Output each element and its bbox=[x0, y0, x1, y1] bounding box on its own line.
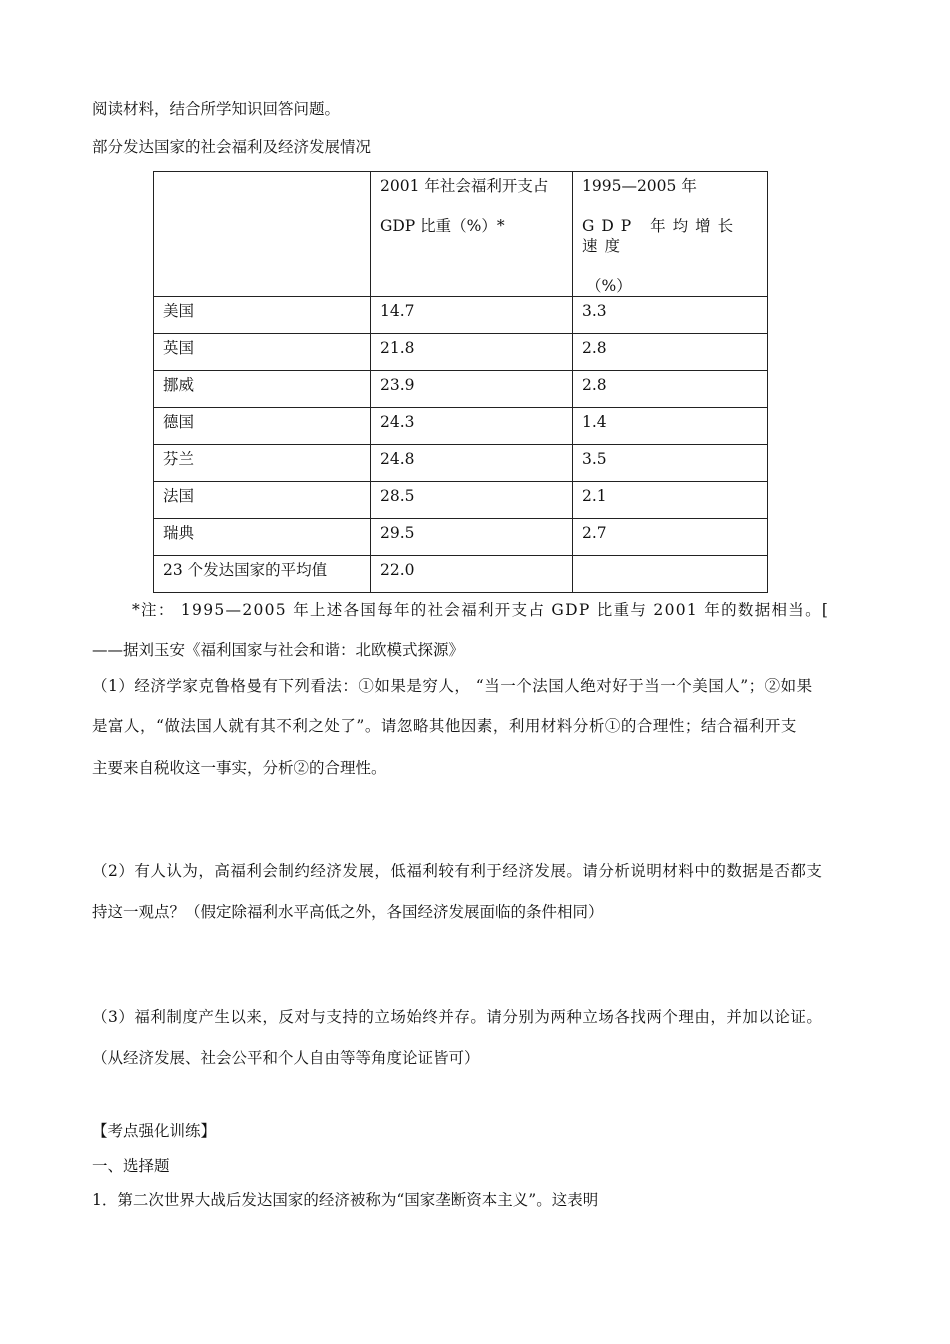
cell-country: 芬兰 bbox=[154, 445, 371, 482]
question-2-line-2: 持这一观点？（假定除福利水平高低之外，各国经济发展面临的条件相同） bbox=[92, 903, 604, 921]
cell-welfare: 28.5 bbox=[371, 482, 573, 519]
header-welfare-line2: GDP 比重（%）* bbox=[380, 217, 505, 235]
cell-growth: 2.8 bbox=[573, 371, 768, 408]
subheading-multiple-choice: 一、选择题 bbox=[92, 1157, 170, 1175]
cell-country: 法国 bbox=[154, 482, 371, 519]
cell-country: 美国 bbox=[154, 297, 371, 334]
choice-question-1: 1．第二次世界大战后发达国家的经济被称为“国家垄断资本主义”。这表明 bbox=[92, 1191, 599, 1209]
cell-growth: 2.7 bbox=[573, 519, 768, 556]
table-row bbox=[154, 334, 768, 371]
question-3-line-1: （3）福利制度产生以来，反对与支持的立场始终并存。请分别为两种立场各找两个理由，并加以论证。 bbox=[92, 1008, 823, 1026]
welfare-table bbox=[153, 171, 768, 593]
section-heading: 【考点强化训练】 bbox=[92, 1122, 217, 1140]
question-3-line-2: （从经济发展、社会公平和个人自由等等角度论证皆可） bbox=[92, 1049, 480, 1067]
cell-country: 德国 bbox=[154, 408, 371, 445]
question-1-line-2: 是富人，“做法国人就有其不利之处了”。请忽略其他因素，利用材料分析①的合理性；结合福利开支 bbox=[92, 717, 797, 735]
cell-country: 瑞典 bbox=[154, 519, 371, 556]
table-title: 部分发达国家的社会福利及经济发展情况 bbox=[92, 138, 372, 156]
header-growth-line1: 1995—2005 年 bbox=[582, 177, 697, 195]
header-growth-line2: GDP 年均增长速度 bbox=[582, 217, 741, 255]
question-1-line-3: 主要来自税收这一事实，分析②的合理性。 bbox=[92, 759, 387, 777]
cell-growth: 3.5 bbox=[573, 445, 768, 482]
cell-growth bbox=[573, 556, 768, 593]
cell-growth: 2.8 bbox=[573, 334, 768, 371]
cell-welfare: 14.7 bbox=[371, 297, 573, 334]
question-1-line-1: （1）经济学家克鲁格曼有下列看法：①如果是穷人， “当一个法国人绝对好于当一个美国人”；②如果 bbox=[92, 677, 813, 695]
cell-welfare: 23.9 bbox=[371, 371, 573, 408]
header-growth bbox=[573, 172, 768, 297]
source-citation: ——据刘玉安《福利国家与社会和谐：北欧模式探源》 bbox=[92, 641, 465, 659]
cell-welfare: 24.8 bbox=[371, 445, 573, 482]
header-country bbox=[154, 172, 371, 297]
question-2-line-1: （2）有人认为，高福利会制约经济发展，低福利较有利于经济发展。请分析说明材料中的数据是否都支 bbox=[92, 862, 823, 880]
intro-text: 阅读材料，结合所学知识回答问题。 bbox=[92, 100, 341, 118]
cell-growth: 2.1 bbox=[573, 482, 768, 519]
table-row bbox=[154, 371, 768, 408]
table-note: *注： 1995—2005 年上述各国每年的社会福利开支占 GDP 比重与 2001 年的数据相当。[ bbox=[132, 601, 830, 619]
table-row bbox=[154, 519, 768, 556]
cell-growth: 3.3 bbox=[573, 297, 768, 334]
cell-country: 23 个发达国家的平均值 bbox=[154, 556, 371, 593]
table-row bbox=[154, 408, 768, 445]
cell-welfare: 21.8 bbox=[371, 334, 573, 371]
header-welfare-line1: 2001 年社会福利开支占 bbox=[380, 177, 549, 195]
header-growth-line3: （%） bbox=[586, 277, 632, 295]
cell-welfare: 24.3 bbox=[371, 408, 573, 445]
table-header-row bbox=[154, 172, 768, 297]
cell-growth: 1.4 bbox=[573, 408, 768, 445]
cell-welfare: 29.5 bbox=[371, 519, 573, 556]
table-row bbox=[154, 445, 768, 482]
table-row bbox=[154, 482, 768, 519]
cell-country: 挪威 bbox=[154, 371, 371, 408]
table-row bbox=[154, 556, 768, 593]
header-welfare bbox=[371, 172, 573, 297]
cell-country: 英国 bbox=[154, 334, 371, 371]
table-row bbox=[154, 297, 768, 334]
cell-welfare: 22.0 bbox=[371, 556, 573, 593]
